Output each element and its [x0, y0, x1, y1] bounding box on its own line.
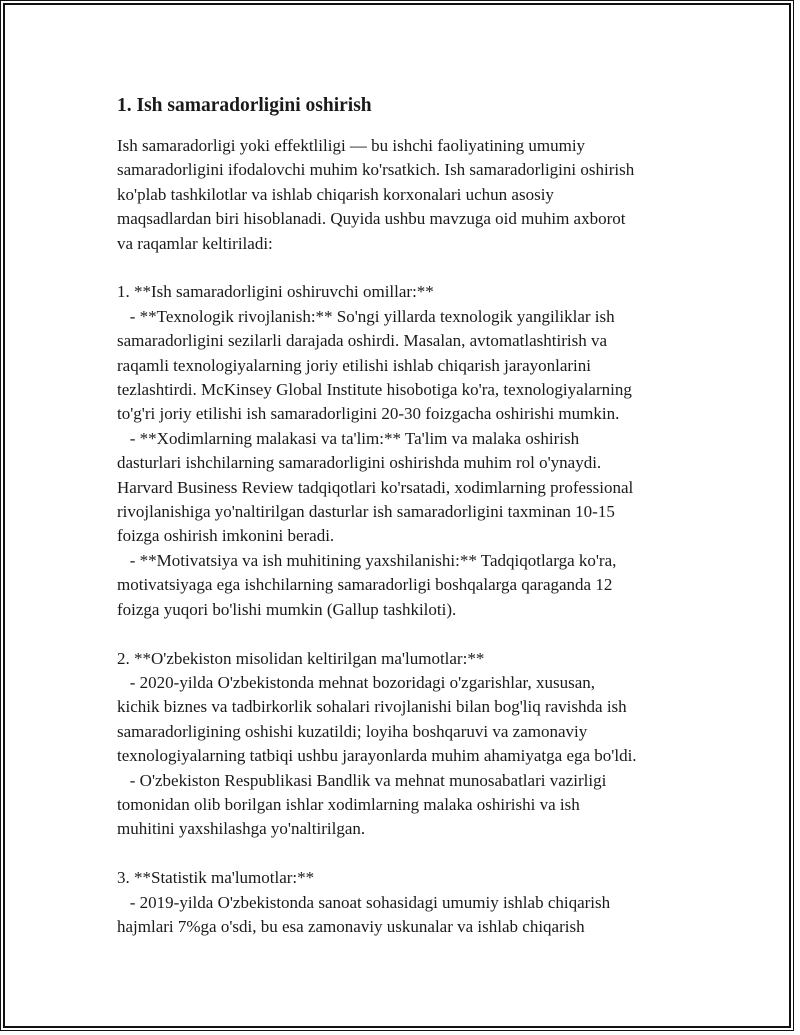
intro-line: va raqamlar keltiriladi:	[117, 233, 273, 253]
paragraph-spacer	[117, 842, 687, 866]
paragraph-spacer	[117, 256, 687, 280]
section-heading: 1. **Ish samaradorligini oshiruvchi omillar:**	[117, 282, 434, 302]
section-line: Harvard Business Review tadqiqotlari ko'rsatadi, xodimlarning professional	[117, 477, 634, 497]
section-line: - **Texnologik rivojlanish:** So'ngi yillarda texnologik yangiliklar ish	[117, 306, 615, 326]
section-line: - 2019-yilda O'zbekistonda sanoat sohasidagi umumiy ishlab chiqarish	[117, 892, 611, 912]
section-line: rivojlanishiga yo'naltirilgan dasturlar ish samaradorligini taxminan 10-15	[117, 502, 615, 522]
section-line: hajmlari 7%ga o'sdi, bu esa zamonaviy uskunalar va ishlab chiqarish	[117, 916, 585, 936]
page-title: 1. Ish samaradorligini oshirish	[117, 95, 372, 116]
section-line: - O'zbekiston Respublikasi Bandlik va mehnat munosabatlari vazirligi	[117, 770, 607, 790]
intro-line: ko'plab tashkilotlar va ishlab chiqarish korxonalari uchun asosiy	[117, 184, 554, 204]
section-line: - 2020-yilda O'zbekistonda mehnat bozoridagi o'zgarishlar, xususan,	[117, 672, 596, 692]
intro-line: Ish samaradorligi yoki effektliligi — bu ishchi faoliyatining umumiy	[117, 136, 586, 155]
section-line: - **Motivatsiya va ish muhitining yaxshilanishi:** Tadqiqotlarga ko'ra,	[117, 550, 617, 570]
section-line: raqamli texnologiyalarning joriy etilishi ishlab chiqarish jarayonlarini	[117, 355, 591, 375]
section-heading: 3. **Statistik ma'lumotlar:**	[117, 868, 315, 888]
section-line: tezlashtirdi. McKinsey Global Institute hisobotiga ko'ra, texnologiyalarning	[117, 380, 632, 400]
section-factors	[117, 280, 687, 622]
section-heading: 2. **O'zbekiston misolidan keltirilgan ma'lumotlar:**	[117, 648, 485, 668]
intro-line: maqsadlardan biri hisoblanadi. Quyida ushbu mavzuga oid muhim axborot	[117, 209, 626, 229]
section-line: - **Xodimlarning malakasi va ta'lim:** Ta'lim va malaka oshirish	[117, 428, 580, 448]
paragraph-spacer	[117, 622, 687, 646]
section-statistics	[117, 866, 687, 939]
section-line: dasturlari ishchilarning samaradorligini oshirishda muhim rol o'ynaydi.	[117, 453, 602, 473]
section-line: foizga oshirish imkonini beradi.	[117, 526, 335, 546]
section-line: texnologiyalarning tatbiqi ushbu jarayonlarda muhim ahamiyatga ega bo'ldi.	[117, 746, 637, 766]
section-line: muhitini yaxshilashga yo'naltirilgan.	[117, 819, 366, 839]
section-line: samaradorligini sezilarli darajada oshirdi. Masalan, avtomatlashtirish va	[117, 331, 608, 351]
intro-paragraph	[117, 134, 687, 256]
section-line: foizga yuqori bo'lishi mumkin (Gallup tashkiloti).	[117, 599, 457, 619]
document-body	[117, 93, 687, 939]
section-line: tomonidan olib borilgan ishlar xodimlarning malaka oshirishi va ish	[117, 794, 580, 814]
section-uzbekistan	[117, 647, 687, 842]
section-line: samaradorligining oshishi kuzatildi; loyiha boshqaruvi va zamonaviy	[117, 721, 588, 741]
section-line: motivatsiyaga ega ishchilarning samaradorligi boshqalarga qaraganda 12	[117, 575, 613, 595]
section-line: to'g'ri joriy etilishi ish samaradorligini 20-30 foizgacha oshirishi mumkin.	[117, 404, 620, 424]
section-line: kichik biznes va tadbirkorlik sohalari rivojlanishi bilan bog'liq ravishda ish	[117, 697, 627, 717]
intro-line: samaradorligini ifodalovchi muhim ko'rsatkich. Ish samaradorligini oshirish	[117, 160, 635, 180]
